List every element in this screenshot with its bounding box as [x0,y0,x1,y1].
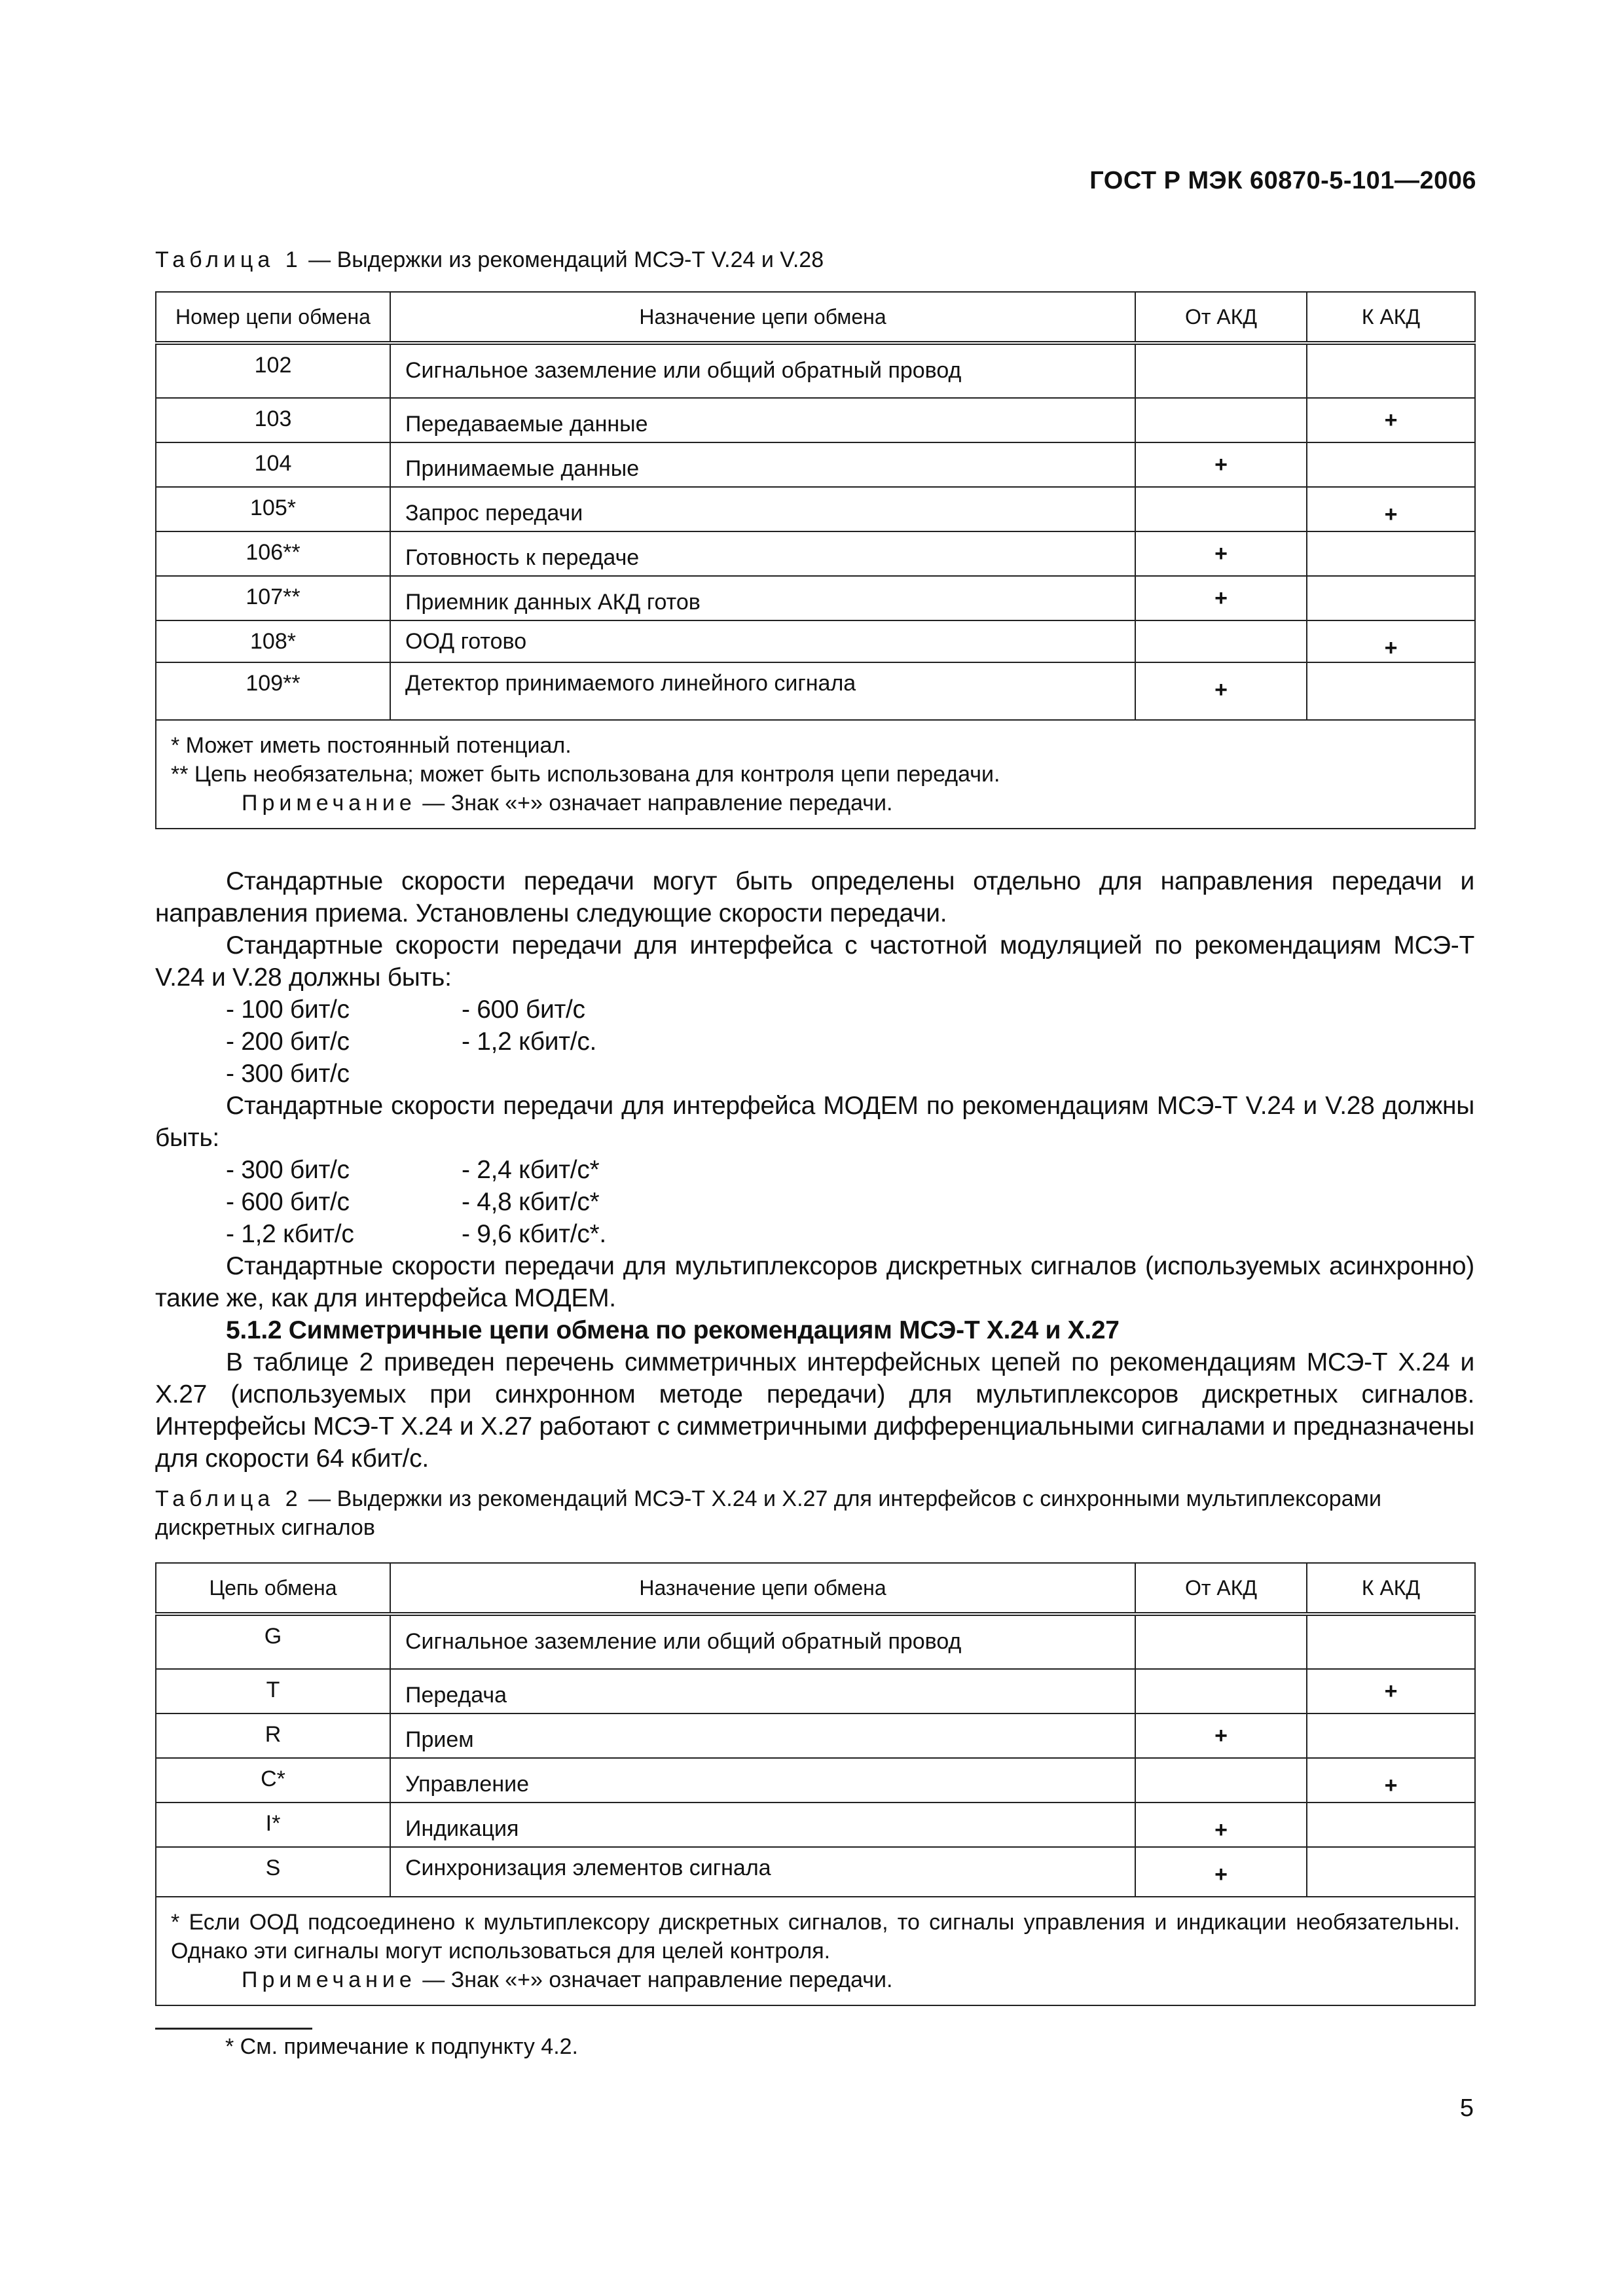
table2-header-from: От АКД [1135,1563,1307,1614]
table1-remark [171,789,1460,817]
circuit-purpose: Прием [390,1713,1135,1758]
circuit-number: 102 [156,343,390,398]
circuit-purpose: Принимаемые данные [390,442,1135,487]
rate-value: - 2,4 кбит/с* [462,1156,600,1184]
table1-header-row [156,292,1475,343]
table2-header-circuit: Цепь обмена [156,1563,390,1614]
paragraph: Стандартные скорости передачи для мультиплексоров дискретных сигналов (используемых асинхронно) такие же, как для интерфейса МОДЕМ. [155,1252,1474,1312]
to-dce-mark [1307,662,1475,720]
table-row [156,343,1475,398]
list-item [226,994,1474,1026]
rate-value: - 1,2 кбит/с. [462,1028,597,1056]
from-dce-mark [1135,343,1307,398]
rate-value: - 300 бит/с [226,1060,350,1088]
circuit-purpose: Передаваемые данные [390,398,1135,442]
to-dce-mark [1307,1713,1475,1758]
to-dce-mark [1307,1803,1475,1847]
rate-value: - 1,2 кбит/с [226,1220,354,1248]
circuit-number: S [156,1847,390,1897]
circuit-purpose: Детектор принимаемого линейного сигнала [390,662,1135,720]
list-item [226,1058,1474,1090]
circuit-number: 104 [156,442,390,487]
table2-note-1: * Если ООД подсоединено к мультиплексору дискретных сигналов, то сигналы управления и индикации необязательны. Однако эти сигналы могут использоваться для целей контроля. [171,1910,1460,1964]
document-code: ГОСТ Р МЭК 60870-5-101—2006 [1089,167,1476,194]
list-item [226,1026,1474,1058]
fm-rates-list [155,994,1474,1090]
table2-caption-prefix: Таблица 2 [155,1486,302,1511]
table1 [155,291,1476,829]
paragraph: Стандартные скорости передачи могут быть определены отдельно для направления передачи и направления приема. Установлены следующие скорости передачи. [155,867,1474,927]
circuit-purpose: ООД готово [390,620,1135,662]
circuit-number: 107** [156,576,390,620]
table2-remark [171,1965,1460,1994]
table1-header-purpose: Назначение цепи обмена [390,292,1135,343]
paragraph: В таблице 2 приведен перечень симметричных интерфейсных цепей по рекомендациям МСЭ-Т Х.24 и Х.27 (используемых при синхронном методе передачи) для мультиплексоров дискретных сигналов. Интерфейсы МСЭ-Т Х.24 и Х.27 работают с симметричными дифференциальными сигналами и предназначены для скорости 64 кбит/с. [155,1348,1474,1473]
table2 [155,1562,1476,2006]
paragraph: Стандартные скорости передачи для интерфейса с частотной модуляцией по рекомендациям МСЭ-Т V.24 и V.28 должны быть: [155,931,1474,992]
modem-rates-list [155,1154,1474,1250]
to-dce-mark [1307,531,1475,576]
table-row [156,1669,1475,1713]
circuit-number: G [156,1614,390,1669]
to-dce-mark: + [1307,487,1475,531]
table2-header-to: К АКД [1307,1563,1475,1614]
circuit-purpose: Приемник данных АКД готов [390,576,1135,620]
to-dce-mark: + [1307,620,1475,662]
to-dce-mark [1307,1614,1475,1669]
to-dce-mark [1307,343,1475,398]
table1-notes-row [156,720,1475,829]
table2-caption [155,1484,1474,1542]
table-row [156,576,1475,620]
circuit-purpose: Передача [390,1669,1135,1713]
to-dce-mark [1307,442,1475,487]
from-dce-mark [1135,398,1307,442]
circuit-purpose: Синхронизация элементов сигнала [390,1847,1135,1897]
to-dce-mark: + [1307,1758,1475,1803]
table1-remark-label: Примечание [242,791,416,816]
footnote: * См. примечание к подпункту 4.2. [225,2034,579,2059]
table1-note-2: ** Цепь необязательна; может быть использована для контроля цепи передачи. [171,762,1000,787]
from-dce-mark [1135,487,1307,531]
table-row [156,531,1475,576]
footnote-divider [155,2028,312,2030]
list-item [226,1186,1474,1218]
table2-header-row [156,1563,1475,1614]
from-dce-mark: + [1135,1847,1307,1897]
table1-note-1: * Может иметь постоянный потенциал. [171,733,572,758]
from-dce-mark: + [1135,531,1307,576]
circuit-purpose: Индикация [390,1803,1135,1847]
rate-value: - 9,6 кбит/с*. [462,1220,606,1248]
circuit-number: 108* [156,620,390,662]
from-dce-mark [1135,1758,1307,1803]
circuit-purpose: Готовность к передаче [390,531,1135,576]
section-heading: 5.1.2 Симметричные цепи обмена по рекомендациям МСЭ-Т Х.24 и Х.27 [226,1316,1120,1344]
table-row [156,442,1475,487]
table1-caption [155,245,824,274]
circuit-number: 103 [156,398,390,442]
table-row [156,1847,1475,1897]
from-dce-mark: + [1135,1803,1307,1847]
table-row [156,662,1475,720]
table-row [156,398,1475,442]
table-row [156,1803,1475,1847]
rate-value: - 100 бит/с [226,996,350,1024]
from-dce-mark [1135,620,1307,662]
table1-caption-text: — Выдержки из рекомендаций МСЭ-Т V.24 и V.28 [302,247,824,272]
rate-value: - 4,8 кбит/с* [462,1188,600,1216]
circuit-number: R [156,1713,390,1758]
circuit-number: I* [156,1803,390,1847]
circuit-purpose: Управление [390,1758,1135,1803]
table2-remark-label: Примечание [242,1967,416,1992]
to-dce-mark [1307,576,1475,620]
rate-value: - 600 бит/с [226,1188,350,1216]
paragraph: Стандартные скорости передачи для интерфейса МОДЕМ по рекомендациям МСЭ-Т V.24 и V.28 должны быть: [155,1092,1474,1152]
to-dce-mark: + [1307,1669,1475,1713]
table2-notes [156,1897,1475,2005]
table-row [156,1758,1475,1803]
table-row [156,487,1475,531]
list-item [226,1154,1474,1186]
circuit-purpose: Сигнальное заземление или общий обратный провод [390,1614,1135,1669]
to-dce-mark: + [1307,398,1475,442]
table1-remark-text: — Знак «+» означает направление передачи. [416,791,893,816]
from-dce-mark [1135,1669,1307,1713]
rate-value: - 200 бит/с [226,1028,350,1056]
circuit-number: 106** [156,531,390,576]
table2-notes-row [156,1897,1475,2005]
table2-header-purpose: Назначение цепи обмена [390,1563,1135,1614]
circuit-purpose: Сигнальное заземление или общий обратный провод [390,343,1135,398]
page-number: 5 [1459,2094,1474,2122]
from-dce-mark [1135,1614,1307,1669]
from-dce-mark: + [1135,576,1307,620]
table2-caption-text: — Выдержки из рекомендаций МСЭ-Т Х.24 и Х.27 для интерфейсов с синхронными мультиплексорами дискретных сигналов [155,1486,1381,1540]
table-row [156,1614,1475,1669]
table-row [156,1713,1475,1758]
table1-notes [156,720,1475,829]
circuit-number: T [156,1669,390,1713]
to-dce-mark [1307,1847,1475,1897]
circuit-number: 109** [156,662,390,720]
from-dce-mark: + [1135,662,1307,720]
table2-remark-text: — Знак «+» означает направление передачи. [416,1967,893,1992]
table1-header-from: От АКД [1135,292,1307,343]
table1-caption-prefix: Таблица 1 [155,247,302,272]
table1-header-to: К АКД [1307,292,1475,343]
circuit-number: 105* [156,487,390,531]
circuit-purpose: Запрос передачи [390,487,1135,531]
table1-header-number: Номер цепи обмена [156,292,390,343]
rate-value: - 300 бит/с [226,1156,350,1184]
rate-value: - 600 бит/с [462,996,585,1024]
table-row [156,620,1475,662]
body-text [155,865,1474,1475]
list-item [226,1218,1474,1250]
from-dce-mark: + [1135,442,1307,487]
from-dce-mark: + [1135,1713,1307,1758]
circuit-number: C* [156,1758,390,1803]
